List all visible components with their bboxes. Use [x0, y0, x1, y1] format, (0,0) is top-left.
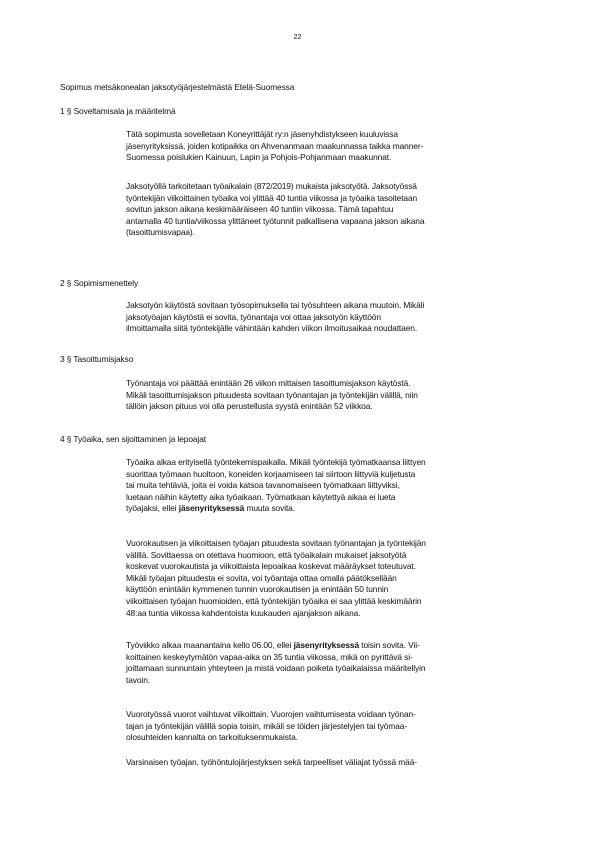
paragraph-4-4: Vuorotyössä vuorot vaihtuvat viikoittain. Vuorojen vaihtumisesta voidaan työnan- tajan ja työntekijän välillä sopia toisin, mikäli se töiden järjestelyjen tai työmaa- olosuhteiden kannalta on tarkoituksenmukaista. [126, 709, 416, 743]
paragraph-2-1: Jaksotyön käytöstä sovitaan työsopimuksella tai työsuhteen aikana muutoin. Mikäli jaksotyöajan käytöstä ei sovita, työnantaja voi ottaa jaksotyön käyttöön ilmoittamalla siitä työntekijälle vähintään kahden viikon ilmoitusaikaa noudattaen. [126, 300, 425, 334]
paragraph-3-1: Työnantaja voi päättää enintään 26 viikon mittaisen tasoittumisjakson käytöstä. Mikäli tasoittumisjakson pituudesta sovitaan työnantajan ja työntekijän välillä, niin tällöin jakson pituus voi olla perustellusta syystä enintään 52 viikkoa. [126, 378, 418, 412]
paragraph-4-2: Vuorokautisen ja viikoittaisen työajan pituudesta sovitaan työnantajan ja työntekijän välillä. Sovittaessa on otettava huomioon, että työaikalain mukaiset jaksotyötä koskevat vuorokautista ja viikoittaista lepoaikaa koskevat määräykset toteutuvat. Mikäli työajan pituudesta ei sovita, voi työantaja ottaa omalla päätöksellään käyttöön enintään kymmenen tunnin vuorokautisen ja enintään 50 tunnin viikoittaisen työajan huomioiden, että työntekijän työaika ei saa ylittää keskimäärin 48:aa tuntia viikossa kahdentoista kuukauden ajanjakson aikana. [126, 538, 426, 618]
paragraph-1-1: Tätä sopimusta sovelletaan Koneyrittäjät ry:n jäsenyhdistykseen kuuluvissa jäsenyrityksissä, joiden kotipaikka on Ahvenanmaan maakunnassa taikka manner- Suomessa poislukien Kainuun, Lapin ja Pohjois-Pohjanmaan maakunnat. [126, 129, 424, 163]
section-heading-4: 4 § Työaika, sen sijoittaminen ja lepoajat [60, 434, 207, 444]
paragraph-4-3: Työviikko alkaa maanantaina kello 06.00, ellei jäsenyrityksessä toisin sovita. Vii- koittainen keskeytymätön vapaa-aika on 35 tuntia viikossa, mikä on pyrittävä si- joittamaan sunnuntain yhteyteen ja mistä voidaan poiketa työaikalaissa määritellyin tavoin. [126, 640, 426, 685]
section-heading-2: 2 § Sopimismenettely [60, 278, 139, 288]
page-number: 22 [293, 34, 302, 41]
paragraph-4-5: Varsinaisen työajan, työhöntulojärjestyksen sekä tarpeelliset väliajat työssä mää- [126, 757, 417, 767]
paragraph-1-2: Jaksotyöllä tarkoitetaan työaikalain (872/2019) mukaista jaksotyötä. Jaksotyössä työntekijän viikoittainen työaika voi ylittää 40 tuntia viikossa ja työaika tasoitetaan sovitun jakson aikana keskimääräiseen 40 tuntiin viikossa. Tämä tapahtuu antamalla 40 tuntia/viikossa ylittäneet työtunnit palkallisena vapaana jakson aikana (tasoittumisvapaa). [126, 181, 425, 238]
document-title: Sopimus metsäkonealan jaksotyöjärjestelmästä Etelä-Suomessa [60, 82, 295, 92]
section-heading-1: 1 § Soveltamisala ja määritelmä [60, 106, 176, 116]
section-heading-3: 3 § Tasoittumisjakso [60, 354, 134, 364]
paragraph-4-1: Työaika alkaa erityisellä työntekemispaikalla. Mikäli työntekijä työmatkaansa liittyen suorittaa työmaan huoltoon, koneiden korjaamiseen tai siirtoon liittyviä kuljetusta tai muita tehtäviä, joita ei voida katsoa tavanomaiseen työmatkaan liittyviksi, luetaan näihin käytetty aika työaikaan. Työmatkaan käytettyä aikaa ei lueta työajaksi, ellei jäsenyrityksessä muuta sovita. [126, 457, 426, 514]
